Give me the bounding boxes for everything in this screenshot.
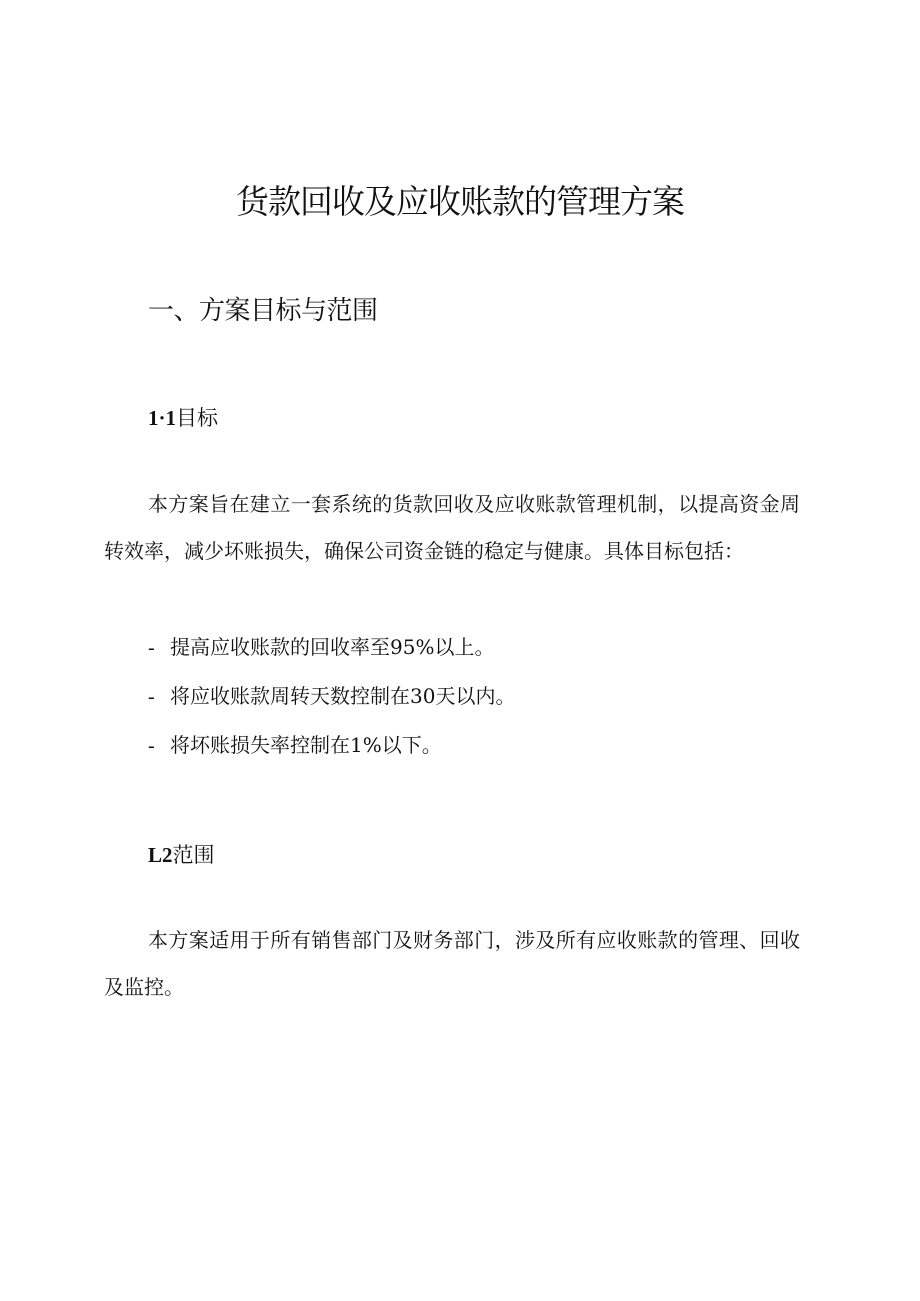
bullet-text: 将坏账损失率控制在1%以下。 xyxy=(170,733,442,757)
goals-bullet-item xyxy=(148,721,515,770)
bullet-dash: - xyxy=(148,686,155,708)
bullet-dash: - xyxy=(148,735,155,757)
subheading-scope-label: 范围 xyxy=(172,843,215,867)
goals-bullet-item xyxy=(148,672,515,721)
subheading-scope xyxy=(148,838,215,872)
goals-bullet-list xyxy=(148,623,515,770)
bullet-text: 提高应收账款的回收率至95%以上。 xyxy=(170,635,495,659)
subheading-goals-number: 1·1 xyxy=(148,406,177,430)
subheading-goals-label: 目标 xyxy=(176,406,219,430)
subheading-goals xyxy=(148,401,218,435)
bullet-dash: - xyxy=(148,637,155,659)
bullet-text: 将应收账款周转天数控制在30天以内。 xyxy=(170,684,516,708)
subheading-scope-number: L2 xyxy=(148,843,173,867)
goals-bullet-item xyxy=(148,623,515,672)
document-title: 货款回收及应收账款的管理方案 xyxy=(236,182,684,221)
goals-paragraph: 本方案旨在建立一套系统的货款回收及应收账款管理机制，以提高资金周转效率，减少坏账损失，确保公司资金链的稳定与健康。具体目标包括： xyxy=(104,492,800,563)
section-heading-goals-scope: 一、方案目标与范围 xyxy=(148,296,378,326)
scope-paragraph: 本方案适用于所有销售部门及财务部门，涉及所有应收账款的管理、回收及监控。 xyxy=(104,928,800,999)
